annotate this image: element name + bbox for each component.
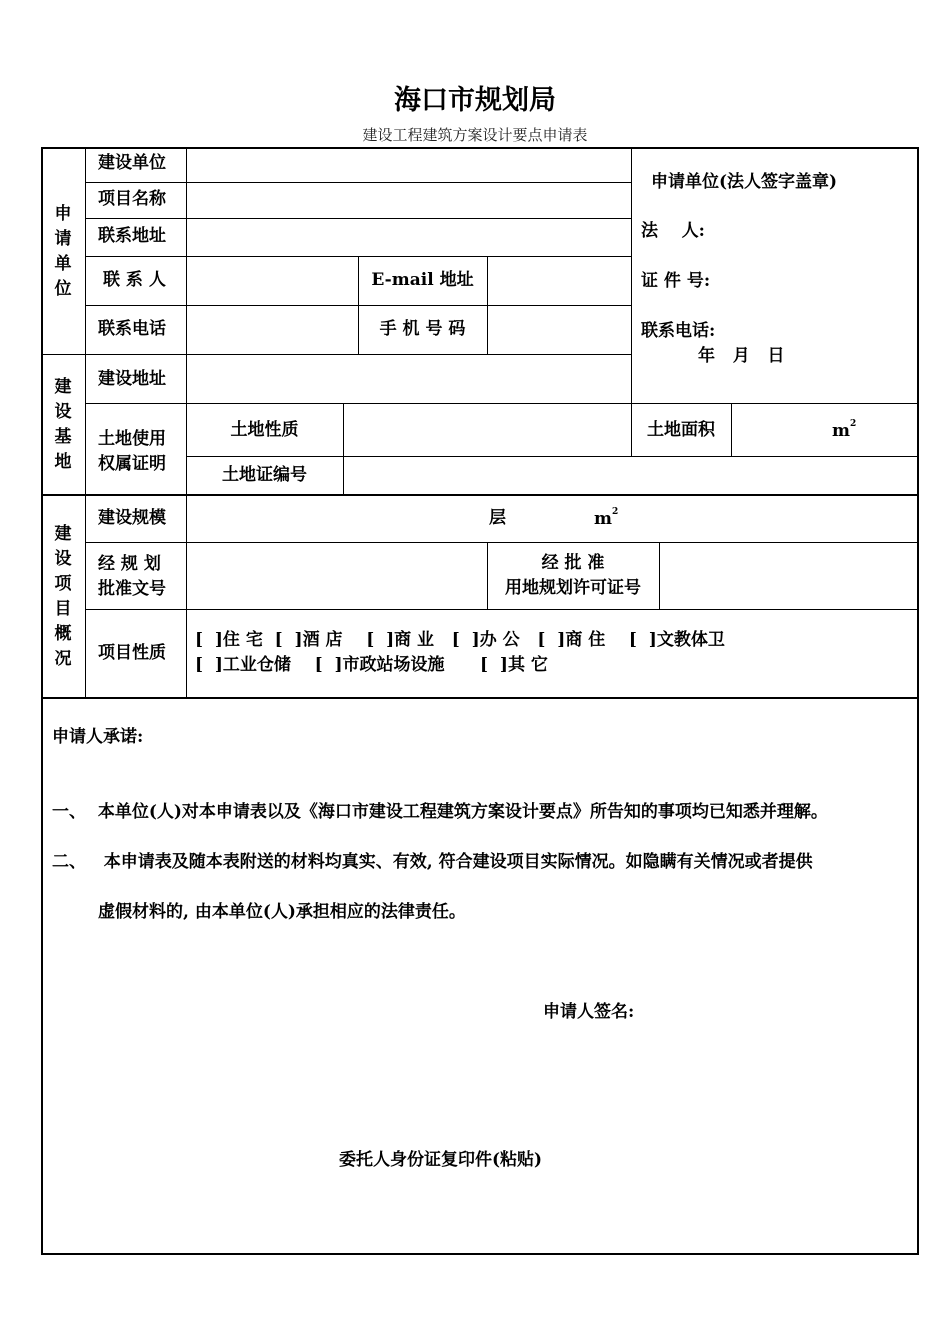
land-area-unit-exponent: 2 [850,419,857,429]
divider-approval [85,609,919,610]
seal-box-tel: 联系电话: [641,321,716,341]
id-copy-label: 委托人身份证复印件(粘贴) [339,1150,543,1170]
label-project-nature: 项目性质 [98,643,166,663]
seal-box-legal: 法 人: [641,221,705,241]
signature-area[interactable] [650,985,910,1025]
address-field[interactable] [187,219,630,255]
label-scale: 建设规模 [98,508,166,528]
label-permit-line1: 经 批 准 [541,553,605,573]
seal-box-date: 年 月 日 [698,346,785,366]
land-area-unit-text: m [832,421,850,441]
label-phone: 联系电话 [98,319,166,339]
phone-field[interactable] [187,306,357,353]
email-field[interactable] [488,257,630,304]
project-nature-options-row1[interactable]: [ ]住 宅 [ ]酒 店 [ ]商 业 [ ]办 公 [ ]商 住 [ ]文教体卫 [195,630,725,650]
label-contact: 联 系 人 [103,270,166,290]
label-project-name: 项目名称 [98,189,166,209]
form-subtitle: 建设工程建筑方案设计要点申请表 [362,126,588,144]
label-email: E-mail 地址 [371,270,474,290]
label-site-address: 建设地址 [98,369,166,389]
unit-field[interactable] [187,148,630,181]
label-permit-line2: 用地规划许可证号 [505,578,641,598]
approval-doc-field[interactable] [187,543,486,608]
commitment-item-1: 一、 本单位(人)对本申请表以及《海口市建设工程建筑方案设计要点》所告知的事项均已知悉并理解。 [52,802,828,822]
side-column-line [85,147,86,698]
side-label-site: 建设基地 [54,377,72,472]
side-label-project: 建设项目概况 [54,524,72,669]
scale-area-unit-text: m [594,509,612,529]
page-title: 海口市规划局 [394,85,556,116]
scale-area-unit [594,509,618,529]
label-land-cert-no: 土地证编号 [222,465,307,485]
mobile-field[interactable] [488,306,630,353]
commitment-title: 申请人承诺: [52,727,144,747]
seal-box-id: 证 件 号: [641,271,711,291]
land-nature-field[interactable] [344,404,630,455]
divider-site-bottom [41,494,919,496]
project-name-field[interactable] [187,183,630,217]
site-address-field[interactable] [187,355,630,402]
land-area-line [731,403,732,457]
seal-box-title: 申请单位(法人签字盖章) [651,172,838,192]
form-frame [41,147,919,1255]
contact-field[interactable] [187,257,357,304]
divider-project-bottom [41,697,919,699]
commitment-item-2-line1: 二、 本申请表及随本表附送的材料均真实、有效, 符合建设项目实际情况。如隐瞒有关情况或者提供 [52,852,813,872]
label-unit: 建设单位 [98,153,166,173]
label-land-nature: 土地性质 [230,420,299,440]
signature-label: 申请人签名: [543,1002,635,1022]
label-land-area: 土地面积 [647,420,715,440]
label-address: 联系地址 [98,226,166,246]
scale-area-unit-exponent: 2 [612,507,619,517]
label-land-cert: 土地使用 权属证明 [98,429,166,474]
scale-floors-unit: 层 [489,508,506,528]
land-area-unit [832,421,856,441]
label-approval-doc: 经 规 划 批准文号 [98,554,166,599]
seal-box-line [631,147,632,457]
land-cert-no-field[interactable] [344,457,918,493]
label-mobile: 手 机 号 码 [379,319,466,339]
commitment-item-2-line2: 虚假材料的, 由本单位(人)承担相应的法律责任。 [98,902,466,922]
permit-field[interactable] [660,543,918,608]
side-label-applicant: 申请单位 [54,204,72,299]
project-nature-options-row2[interactable]: [ ]工业仓储 [ ]市政站场设施 [ ]其 它 [195,655,548,675]
